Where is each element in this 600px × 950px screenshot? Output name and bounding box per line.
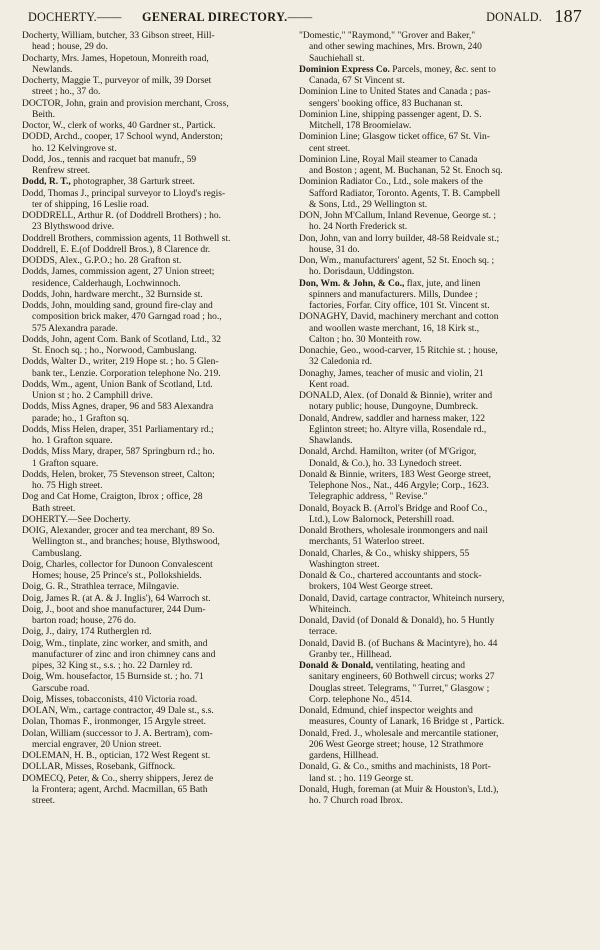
entry-first-line: Donald, Charles, & Co., whisky shippers, 55 [299, 548, 470, 559]
directory-entry [22, 425, 298, 448]
entry-continuation-line: ho. 24 North Frederick st. [309, 222, 408, 233]
entry-first-line: Dominion Line; Glasgow ticket office, 67 St. Vin- [299, 132, 490, 143]
entry-continuation-line: and Boston ; agent, M. Buchanan, 52 St. Enoch sq. [309, 166, 503, 176]
entry-continuation-line: & Sons, Ltd., 29 Wellington st. [309, 199, 428, 210]
entry-continuation-line: sanitary engineers, 60 Bothwell circus; works 27 [309, 672, 495, 683]
directory-entry [299, 211, 583, 234]
directory-entry [22, 729, 298, 752]
entry-continuation-line: Cambuslang. [32, 548, 82, 559]
entry-continuation-line: head ; house, 29 do. [32, 42, 108, 53]
directory-entry [22, 132, 298, 155]
entry-first-line: Dodd, Thomas J., principal surveyor to Lloyd's regis- [22, 188, 226, 199]
entry-continuation-line: St. Enoch sq. ; ho., Norwood, Cambuslang. [32, 346, 197, 356]
entry-first-line: Docharty, Mrs. James, Hopetoun, Monreith road, [22, 53, 209, 64]
entry-first-line: Doig, Misses, tobacconists, 410 Victoria road. [22, 694, 198, 705]
directory-entry [299, 616, 583, 639]
directory-entry [22, 256, 298, 267]
directory-entry [299, 549, 583, 572]
entry-first-line: Docherty, Maggie T., purveyor of milk, 39 Dorset [22, 76, 212, 86]
entry-continuation-line: 23 Blythswood drive. [32, 222, 115, 233]
directory-entry [299, 31, 583, 65]
entry-first-line: DOMECQ, Peter, & Co., sherry shippers, Jerez de [22, 773, 214, 784]
entry-first-line: Dodds, Miss Mary, draper, 587 Springburn rd.; ho. [22, 447, 215, 458]
directory-entry [299, 110, 583, 133]
directory-entry [299, 447, 583, 470]
entry-first-line: DOHERTY.—See Docherty. [22, 514, 131, 525]
entry-first-line: Doig, Wm., tinplate, zinc worker, and smith, and [22, 638, 208, 649]
entry-continuation-line: measures, County of Lanark, 16 Bridge st , Partick. [309, 717, 505, 728]
entry-continuation-line: ho. 75 High street. [32, 481, 103, 491]
entry-first-line: DOCTOR, John, grain and provision merchant, Cross, [22, 98, 229, 109]
entry-continuation-line: cent street. [309, 143, 351, 154]
entry-first-line: Dodds, Wm., agent, Union Bank of Scotland, Ltd. [22, 379, 213, 390]
directory-entry [22, 31, 298, 54]
directory-entry [22, 121, 298, 132]
entry-first-line: Donald, Andrew, saddler and harness maker, 122 [299, 413, 486, 424]
entry-continuation-line: Wellington st., and branches; house, Blythswood, [32, 537, 220, 548]
directory-entry [299, 639, 583, 662]
entry-continuation-line: street. [32, 796, 55, 806]
entry-continuation-line: notary public; house, Dungoyne, Dumbreck. [309, 402, 479, 413]
entry-continuation-line: Bath street. [32, 503, 76, 514]
directory-entry [22, 301, 298, 335]
entry-first-line: Doig, Wm. housefactor, 15 Burnside st. ; ho. 71 [22, 672, 204, 683]
directory-entry [22, 515, 298, 526]
entry-continuation-line: house, 31 do. [309, 244, 360, 255]
entry-first-line: Donald, David, cartage contractor, Whiteinch nursery, [299, 593, 505, 604]
entry-continuation-line: ho. Dorisdaun, Uddingston. [309, 267, 415, 278]
entry-continuation-line: merchants, 51 Waterloo street. [309, 537, 425, 548]
directory-entry [299, 661, 583, 706]
directory-entry [299, 369, 583, 392]
entry-first-line: Doig, J., boot and shoe manufacturer, 244 Dum- [22, 604, 206, 615]
entry-continuation-line: Washington street. [309, 559, 380, 570]
entry-first-line: Doig, James R. (at A. & J. Inglis'), 64 Warroch st. [22, 593, 211, 604]
entry-continuation-line: Donald, & Co.), ho. 33 Lynedoch street. [309, 458, 462, 469]
entry-continuation-line: Eglinton street; ho. Altyre villa, Rosendale rd., [309, 424, 487, 435]
directory-entry [299, 470, 583, 504]
entry-continuation-line: Corp. telephone No., 4514. [309, 694, 413, 705]
entry-first-line: Donald Brothers, wholesale ironmongers and nail [299, 526, 488, 536]
directory-entry [299, 65, 583, 88]
entry-first-line: DODD, Archd., cooper, 17 School wynd, Anderston; [22, 132, 223, 143]
entry-first-line: Dominion Radiator Co., Ltd., sole makers of the [299, 177, 483, 188]
entry-first-line: DOLLAR, Misses, Rosebank, Giffnock. [22, 762, 176, 773]
directory-entry [22, 189, 298, 212]
entry-first-line: DON, John M'Callum, Inland Revenue, George st. ; [299, 211, 497, 221]
entry-continuation-line: brokers, 104 West George street. [309, 582, 433, 593]
entry-first-line: Donald, Edmund, chief inspector weights and [299, 706, 473, 716]
entry-first-line: Dolan, William (successor to J. A. Bertram), com- [22, 728, 213, 739]
entry-first-line: Dodd, Jos., tennis and racquet bat manufr., 59 [22, 154, 197, 165]
entry-continuation-line: manufacturer of zinc and iron chimney cans and [32, 649, 216, 660]
directory-entry [22, 447, 298, 470]
directory-entry [22, 605, 298, 628]
directory-entry [299, 87, 583, 110]
entry-first-line: Dodds, John, agent Com. Bank of Scotland, Ltd., 32 [22, 334, 221, 345]
directory-entry [22, 672, 298, 695]
directory-entry [299, 571, 583, 594]
entry-first-line: DOLAN, Wm., cartage contractor, 49 Dale st., s.s. [22, 706, 214, 716]
directory-entry [299, 526, 583, 549]
entry-continuation-line: Canada, 67 St Vincent st. [309, 76, 405, 86]
entry-continuation-line: sengers' booking office, 83 Buchanan st. [309, 98, 463, 109]
directory-entry [299, 762, 583, 785]
entry-continuation-line: Newlands. [32, 64, 73, 75]
directory-entry [299, 312, 583, 346]
header-middle [142, 10, 312, 25]
entry-continuation-line: gardens, Hillhead. [309, 751, 379, 761]
directory-entry [22, 76, 298, 99]
entry-continuation-line: 206 West George street; house, 12 Strathmore [309, 739, 484, 750]
entry-continuation-line: Mitchell, 178 Broomielaw. [309, 121, 412, 131]
directory-entry [22, 99, 298, 122]
directory-entry [22, 639, 298, 673]
entry-first-line: Donald & Donald, ventilating, heating and [299, 661, 465, 671]
entry-first-line: Donald, David (of Donald & Donald), ho. 5 Huntly [299, 616, 495, 626]
directory-entry [299, 785, 583, 808]
entry-first-line: Don, John, van and lorry builder, 48-58 Reidvale st.; [299, 233, 500, 244]
directory-entry [22, 526, 298, 560]
entry-first-line: Doig, G. R., Strathlea terrace, Milngavie. [22, 582, 179, 593]
entry-first-line: Doddrell, E. E.(of Doddrell Bros.), 8 Clarence dr. [22, 244, 211, 255]
directory-entry [22, 751, 298, 762]
directory-entry [22, 211, 298, 234]
entry-continuation-line: land st. ; ho. 119 George st. [309, 773, 414, 784]
entry-continuation-line: mercial engraver, 20 Union street. [32, 739, 162, 750]
entry-continuation-line: Calton ; ho. 30 Monteith row. [309, 334, 422, 345]
entry-first-line: Donald & Co., chartered accountants and stock- [299, 571, 482, 581]
directory-entry [22, 706, 298, 717]
directory-entry [299, 594, 583, 617]
entry-continuation-line: Beith. [32, 109, 55, 120]
entry-first-line: Dodds, Miss Agnes, draper, 96 and 583 Alexandra [22, 402, 214, 413]
entry-first-line: DODDS, Alex., G.P.O.; ho. 28 Grafton st. [22, 256, 182, 266]
entry-first-line: Dog and Cat Home, Craigton, Ibrox ; office, 28 [22, 492, 203, 503]
entry-continuation-line: Ltd.), Low Balornock, Petershill road. [309, 514, 455, 525]
entry-continuation-line: Shawlands. [309, 436, 353, 446]
directory-entry [299, 504, 583, 527]
entry-first-line: DODDRELL, Arthur R. (of Doddrell Brothers) ; ho. [22, 211, 221, 221]
directory-entry [22, 717, 298, 728]
entry-first-line: Don, Wm., manufacturers' agent, 52 St. Enoch sq. ; [299, 256, 495, 266]
header-left-word: DOCHERTY. [28, 10, 97, 24]
directory-entry [22, 470, 298, 493]
entry-first-line: Doig, J., dairy, 174 Rutherglen rd. [22, 627, 152, 638]
entry-first-line: Donald & Binnie, writers, 183 West George street, [299, 469, 492, 480]
entry-first-line: Dodds, John, hardware mercht., 32 Burnside st. [22, 289, 203, 300]
header-dash-1: —— [96, 10, 122, 24]
directory-entry [22, 402, 298, 425]
entry-continuation-line: Whiteinch. [309, 604, 351, 615]
entry-continuation-line: residence, Calderhaugh, Lochwinnoch. [32, 278, 181, 289]
entry-continuation-line: Douglas street. Telegrams, " Turret," Glasgow ; [309, 683, 490, 694]
directory-entry [22, 177, 298, 188]
directory-entry [299, 234, 583, 257]
entry-first-line: Dodds, Miss Helen, draper, 351 Parliamentary rd.; [22, 424, 214, 435]
directory-entry [22, 774, 298, 808]
entry-continuation-line: and other sewing machines, Mrs. Brown, 240 [309, 42, 482, 53]
entry-first-line: Donachie, Geo., wood-carver, 15 Ritchie st. ; house, [299, 346, 498, 356]
entry-continuation-line: Homes; house, 25 Prince's st., Pollokshields. [32, 571, 202, 581]
entry-continuation-line: factories, Forfar. City office, 101 St. Vincent st. [309, 301, 490, 311]
entry-continuation-line: Granby ter., Hillhead. [309, 649, 392, 660]
entry-first-line: Donaghy, James, teacher of music and violin, 21 [299, 368, 484, 379]
directory-entry [299, 132, 583, 155]
directory-entry [22, 582, 298, 593]
entry-first-line: Don, Wm. & John, & Co., flax, jute, and linen [299, 278, 481, 289]
entry-first-line: Donald, G. & Co., smiths and machinists, 18 Port- [299, 762, 491, 773]
entry-continuation-line: ho. 1 Grafton square. [32, 436, 113, 446]
directory-entry [22, 380, 298, 403]
header-right: DONALD. [486, 10, 542, 24]
directory-entry [299, 346, 583, 369]
entry-continuation-line: ter of shipping, 16 Leslie road. [32, 199, 149, 210]
entry-first-line: Donald, Archd. Hamilton, writer (of M'Grigor, [299, 447, 477, 458]
entry-first-line: Donald, Fred. J., wholesale and mercantile stationer, [299, 728, 499, 739]
directory-entry [22, 54, 298, 77]
entry-continuation-line: 575 Alexandra parade. [32, 323, 118, 334]
directory-entry [22, 627, 298, 638]
directory-entry [22, 594, 298, 605]
directory-entry [22, 357, 298, 380]
entry-continuation-line: parade; ho., 1 Grafton sq. [32, 413, 129, 424]
directory-entry [22, 234, 298, 245]
entry-first-line: Donald, Boyack B. (Arrol's Bridge and Roof Co., [299, 503, 488, 514]
directory-entry [22, 492, 298, 515]
directory-entry [299, 391, 583, 414]
directory-entry [299, 729, 583, 763]
entry-first-line: Dolan, Thomas F., ironmonger, 15 Argyle street. [22, 717, 206, 728]
entry-first-line: "Domestic," "Raymond," "Grover and Baker," [299, 31, 476, 41]
entry-first-line: Dominion Line to United States and Canada ; pas- [299, 87, 491, 98]
right-column [299, 31, 583, 807]
entry-continuation-line: composition brick maker, 470 Garngad road ; ho., [32, 312, 222, 323]
header-middle-title: GENERAL DIRECTORY. [142, 10, 288, 24]
entry-continuation-line: Garscube road. [32, 683, 90, 694]
header-dash-2: —— [287, 10, 313, 24]
entry-continuation-line: Sauchiehall st. [309, 53, 365, 64]
entry-continuation-line: Safford Radiator, Toronto. Agents, T. B. Campbell [309, 188, 501, 199]
entry-first-line: Dominion Line, Royal Mail steamer to Canada [299, 154, 478, 165]
entry-first-line: Dominion Line, shipping passenger agent, D. S. [299, 109, 482, 120]
directory-entry [22, 762, 298, 773]
entry-continuation-line: 32 Caledonia rd. [309, 357, 373, 368]
directory-entry [22, 245, 298, 256]
entry-first-line: Doctor, W., clerk of works, 40 Gardner st., Partick. [22, 121, 216, 131]
directory-entry [22, 290, 298, 301]
directory-entry [299, 706, 583, 729]
entry-continuation-line: 1 Grafton square. [32, 458, 99, 469]
entry-first-line: Dodds, John, moulding sand, ground fire-clay and [22, 301, 213, 311]
entry-first-line: DONAGHY, David, machinery merchant and cotton [299, 312, 499, 323]
left-column [22, 31, 298, 807]
running-header [28, 8, 582, 30]
entry-continuation-line: Kent road. [309, 379, 350, 390]
entry-first-line: Dodds, James, commission agent, 27 Union street; [22, 267, 215, 278]
directory-entry [299, 155, 583, 178]
page-number: 187 [554, 6, 582, 26]
directory-entry [22, 695, 298, 706]
entry-first-line: Donald, Hugh, foreman (at Muir & Houston's, Ltd.), [299, 784, 499, 795]
directory-entry [22, 155, 298, 178]
entry-first-line: Doddrell Brothers, commission agents, 11 Bothwell st. [22, 233, 231, 244]
entry-first-line: DOLEMAN, H. B., optician, 172 West Regent st. [22, 751, 211, 761]
directory-entry [299, 256, 583, 279]
entry-continuation-line: spinners and manufacturers. Mills, Dundee ; [309, 289, 478, 300]
directory-entry [22, 267, 298, 290]
entry-continuation-line: and woollen waste merchant, 16, 18 Kirk st., [309, 323, 480, 334]
entry-first-line: DONALD, Alex. (of Donald & Binnie), writer and [299, 391, 493, 401]
directory-entry [22, 560, 298, 583]
entry-continuation-line: Renfrew street. [32, 166, 91, 176]
entry-continuation-line: terrace. [309, 627, 338, 638]
directory-entry [299, 414, 583, 448]
entry-continuation-line: street ; ho., 37 do. [32, 87, 101, 98]
entry-first-line: Dodd, R. T., photographer, 38 Garturk street. [22, 177, 195, 188]
entry-first-line: Docherty, William, butcher, 33 Gibson street, Hill- [22, 31, 215, 41]
entry-continuation-line: Union st ; ho. 2 Camphill drive. [32, 391, 153, 401]
entry-continuation-line: la Frontera; agent, Archd. Macmillan, 65 Bath [32, 784, 208, 795]
directory-entry [299, 279, 583, 313]
header-left [28, 10, 122, 25]
entry-continuation-line: ho. 12 Kelvingrove st. [32, 143, 117, 154]
entry-first-line: DOIG, Alexander, grocer and tea merchant, 89 So. [22, 526, 215, 536]
entry-first-line: Donald, David B. (of Buchans & Macintyre), ho. 44 [299, 638, 498, 649]
directory-entry [22, 335, 298, 358]
entry-first-line: Doig, Charles, collector for Dunoon Convalescent [22, 559, 213, 570]
entry-continuation-line: bank ter., Lenzie. Corporation telephone No. 219. [32, 368, 221, 379]
entry-continuation-line: Telephone Nos., Nat., 446 Argyle; Corp., 1623. [309, 481, 489, 491]
entry-first-line: Dodds, Helen, broker, 75 Stevenson street, Calton; [22, 469, 215, 480]
directory-entry [299, 177, 583, 211]
entry-first-line: Dodds, Walter D., writer, 219 Hope st. ; ho. 5 Glen- [22, 357, 219, 368]
entry-continuation-line: ho. 7 Church road Ibrox. [309, 796, 403, 806]
entry-first-line: Dominion Express Co. Parcels, money, &c. sent to [299, 64, 496, 75]
entry-continuation-line: Telegraphic address, " Revise." [309, 492, 428, 503]
entry-continuation-line: pipes, 32 King st., s.s. ; ho. 22 Darnley rd. [32, 661, 193, 671]
entry-continuation-line: barton road; house, 276 do. [32, 616, 136, 626]
